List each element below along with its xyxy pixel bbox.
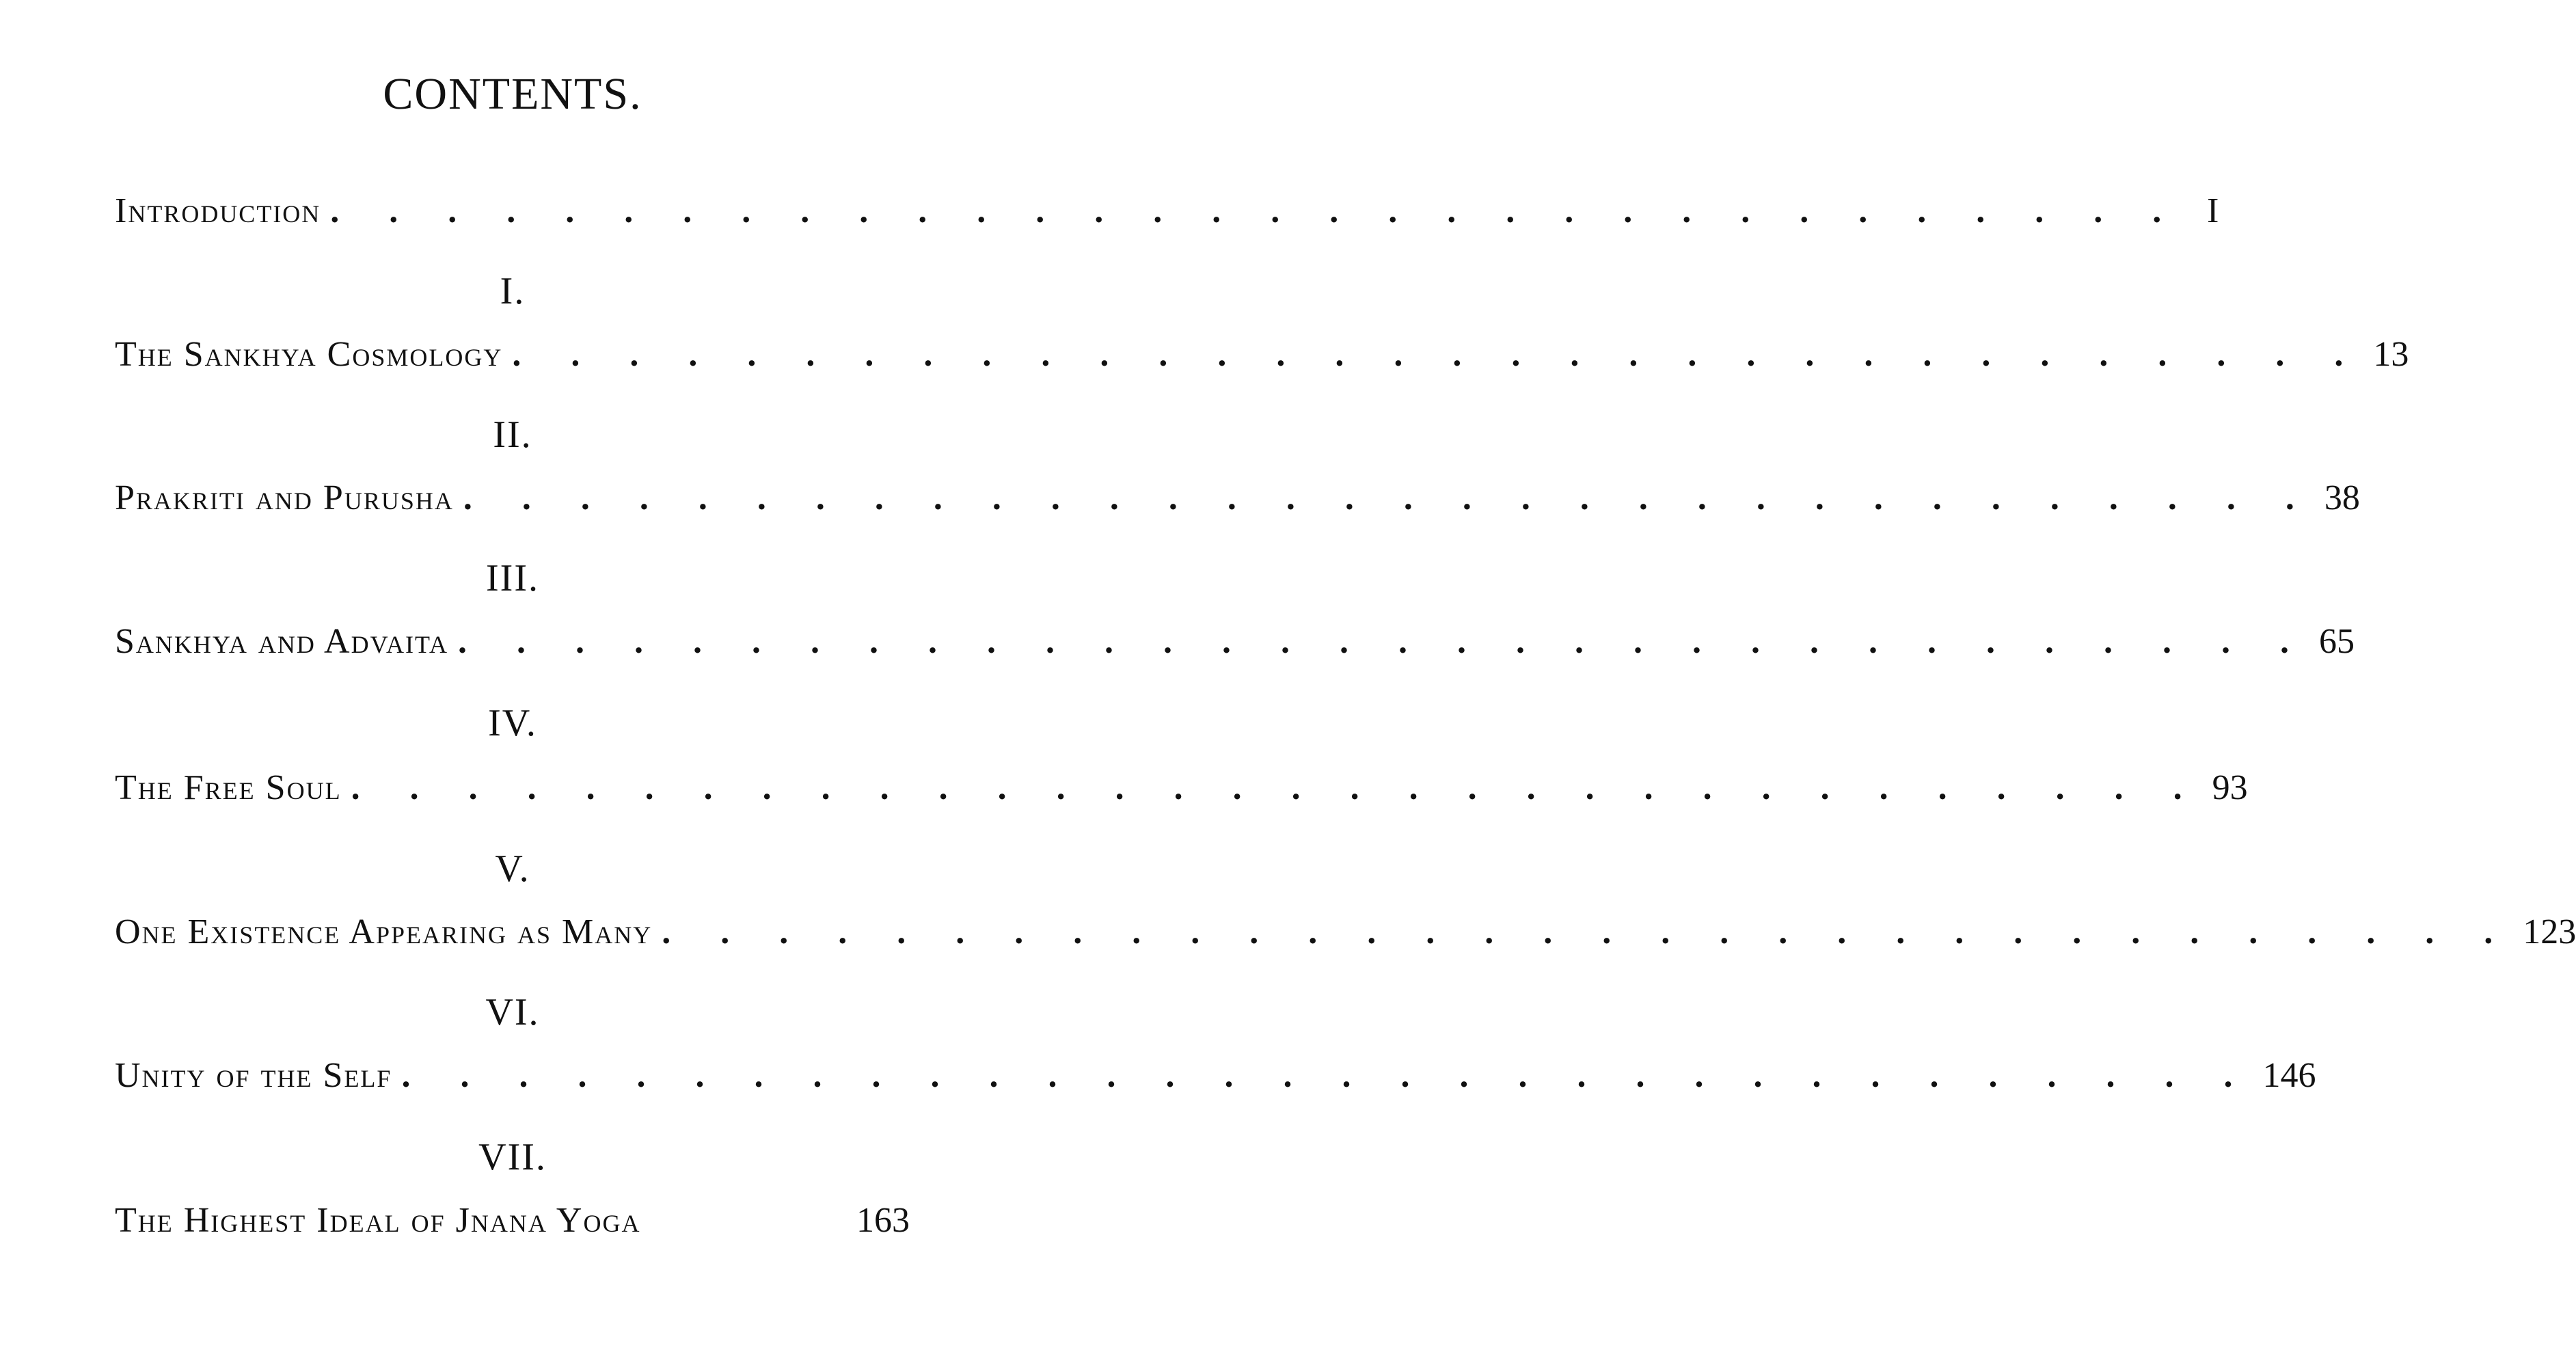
chapter-numeral: VI. [485,991,540,1033]
toc-entry-chapter-1[interactable] [115,335,2409,385]
toc-entry-page: 65 [2319,622,2355,661]
chapter-numeral: I. [500,270,526,312]
dot-leader: . . . . . . . . . . . . . . . . . . . . . . . . . . . . . . . . [512,335,2364,374]
toc-entry-title: The Highest Ideal of Jnana Yoga [115,1201,641,1240]
toc-entry-page: 93 [2212,768,2248,807]
dot-leader: . . . . . . . . . . . . . . . . . . . . . . . . . . . . . . . . [458,622,2310,661]
toc-entry-chapter-3[interactable] [115,622,2355,672]
dot-leader: . . . . . . . . . . . . . . . . . . . . . . . . . . . . . . . . [401,1056,2253,1095]
dot-leader: . . . . . . . . . . . . . . . . . . . . . . . . . . . . . . . . [463,478,2315,517]
toc-entry-page: 38 [2324,478,2360,517]
chapter-numeral: IV. [488,702,537,744]
toc-entry-title: Introduction [115,191,321,230]
toc-entry-title: Prakriti and Purusha [115,478,454,517]
toc-entry-page: 163 [856,1201,910,1240]
toc-entry-title: The Sankhya Cosmology [115,335,503,374]
dot-leader: . . . . . . . . . . . . . . . . . . . . . . . . . . . . . . . . [330,191,2182,230]
dot-leader [640,1203,856,1239]
toc-entry-chapter-4[interactable] [115,768,2248,818]
toc-entry-page: 146 [2262,1056,2316,1095]
dot-leader: . . . . . . . . . . . . . . . . . . . . . . . . . . . . . . . . [351,768,2203,807]
toc-entry-chapter-7[interactable] [115,1203,910,1251]
toc-entry-title: The Free Soul [115,768,342,807]
toc-entry-chapter-5[interactable] [115,912,2576,962]
toc-entry-title: Unity of the Self [115,1056,392,1095]
chapter-numeral: III. [486,557,539,599]
toc-entry-introduction[interactable] [115,191,2219,241]
dot-leader: . . . . . . . . . . . . . . . . . . . . . . . . . . . . . . . . [662,912,2514,951]
page-title: CONTENTS. [383,69,642,119]
toc-entry-chapter-6[interactable] [115,1056,2316,1106]
chapter-numeral: VII. [478,1136,547,1178]
toc-entry-page: I [2206,191,2219,230]
toc-entry-page: 13 [2373,335,2409,374]
toc-entry-page: 123 [2523,912,2576,951]
chapter-numeral: V. [495,848,530,890]
toc-entry-chapter-2[interactable] [115,478,2360,528]
toc-entry-title: One Existence Appearing as Many [115,912,653,951]
chapter-numeral: II. [493,414,532,456]
toc-entry-title: Sankhya and Advaita [115,622,449,661]
